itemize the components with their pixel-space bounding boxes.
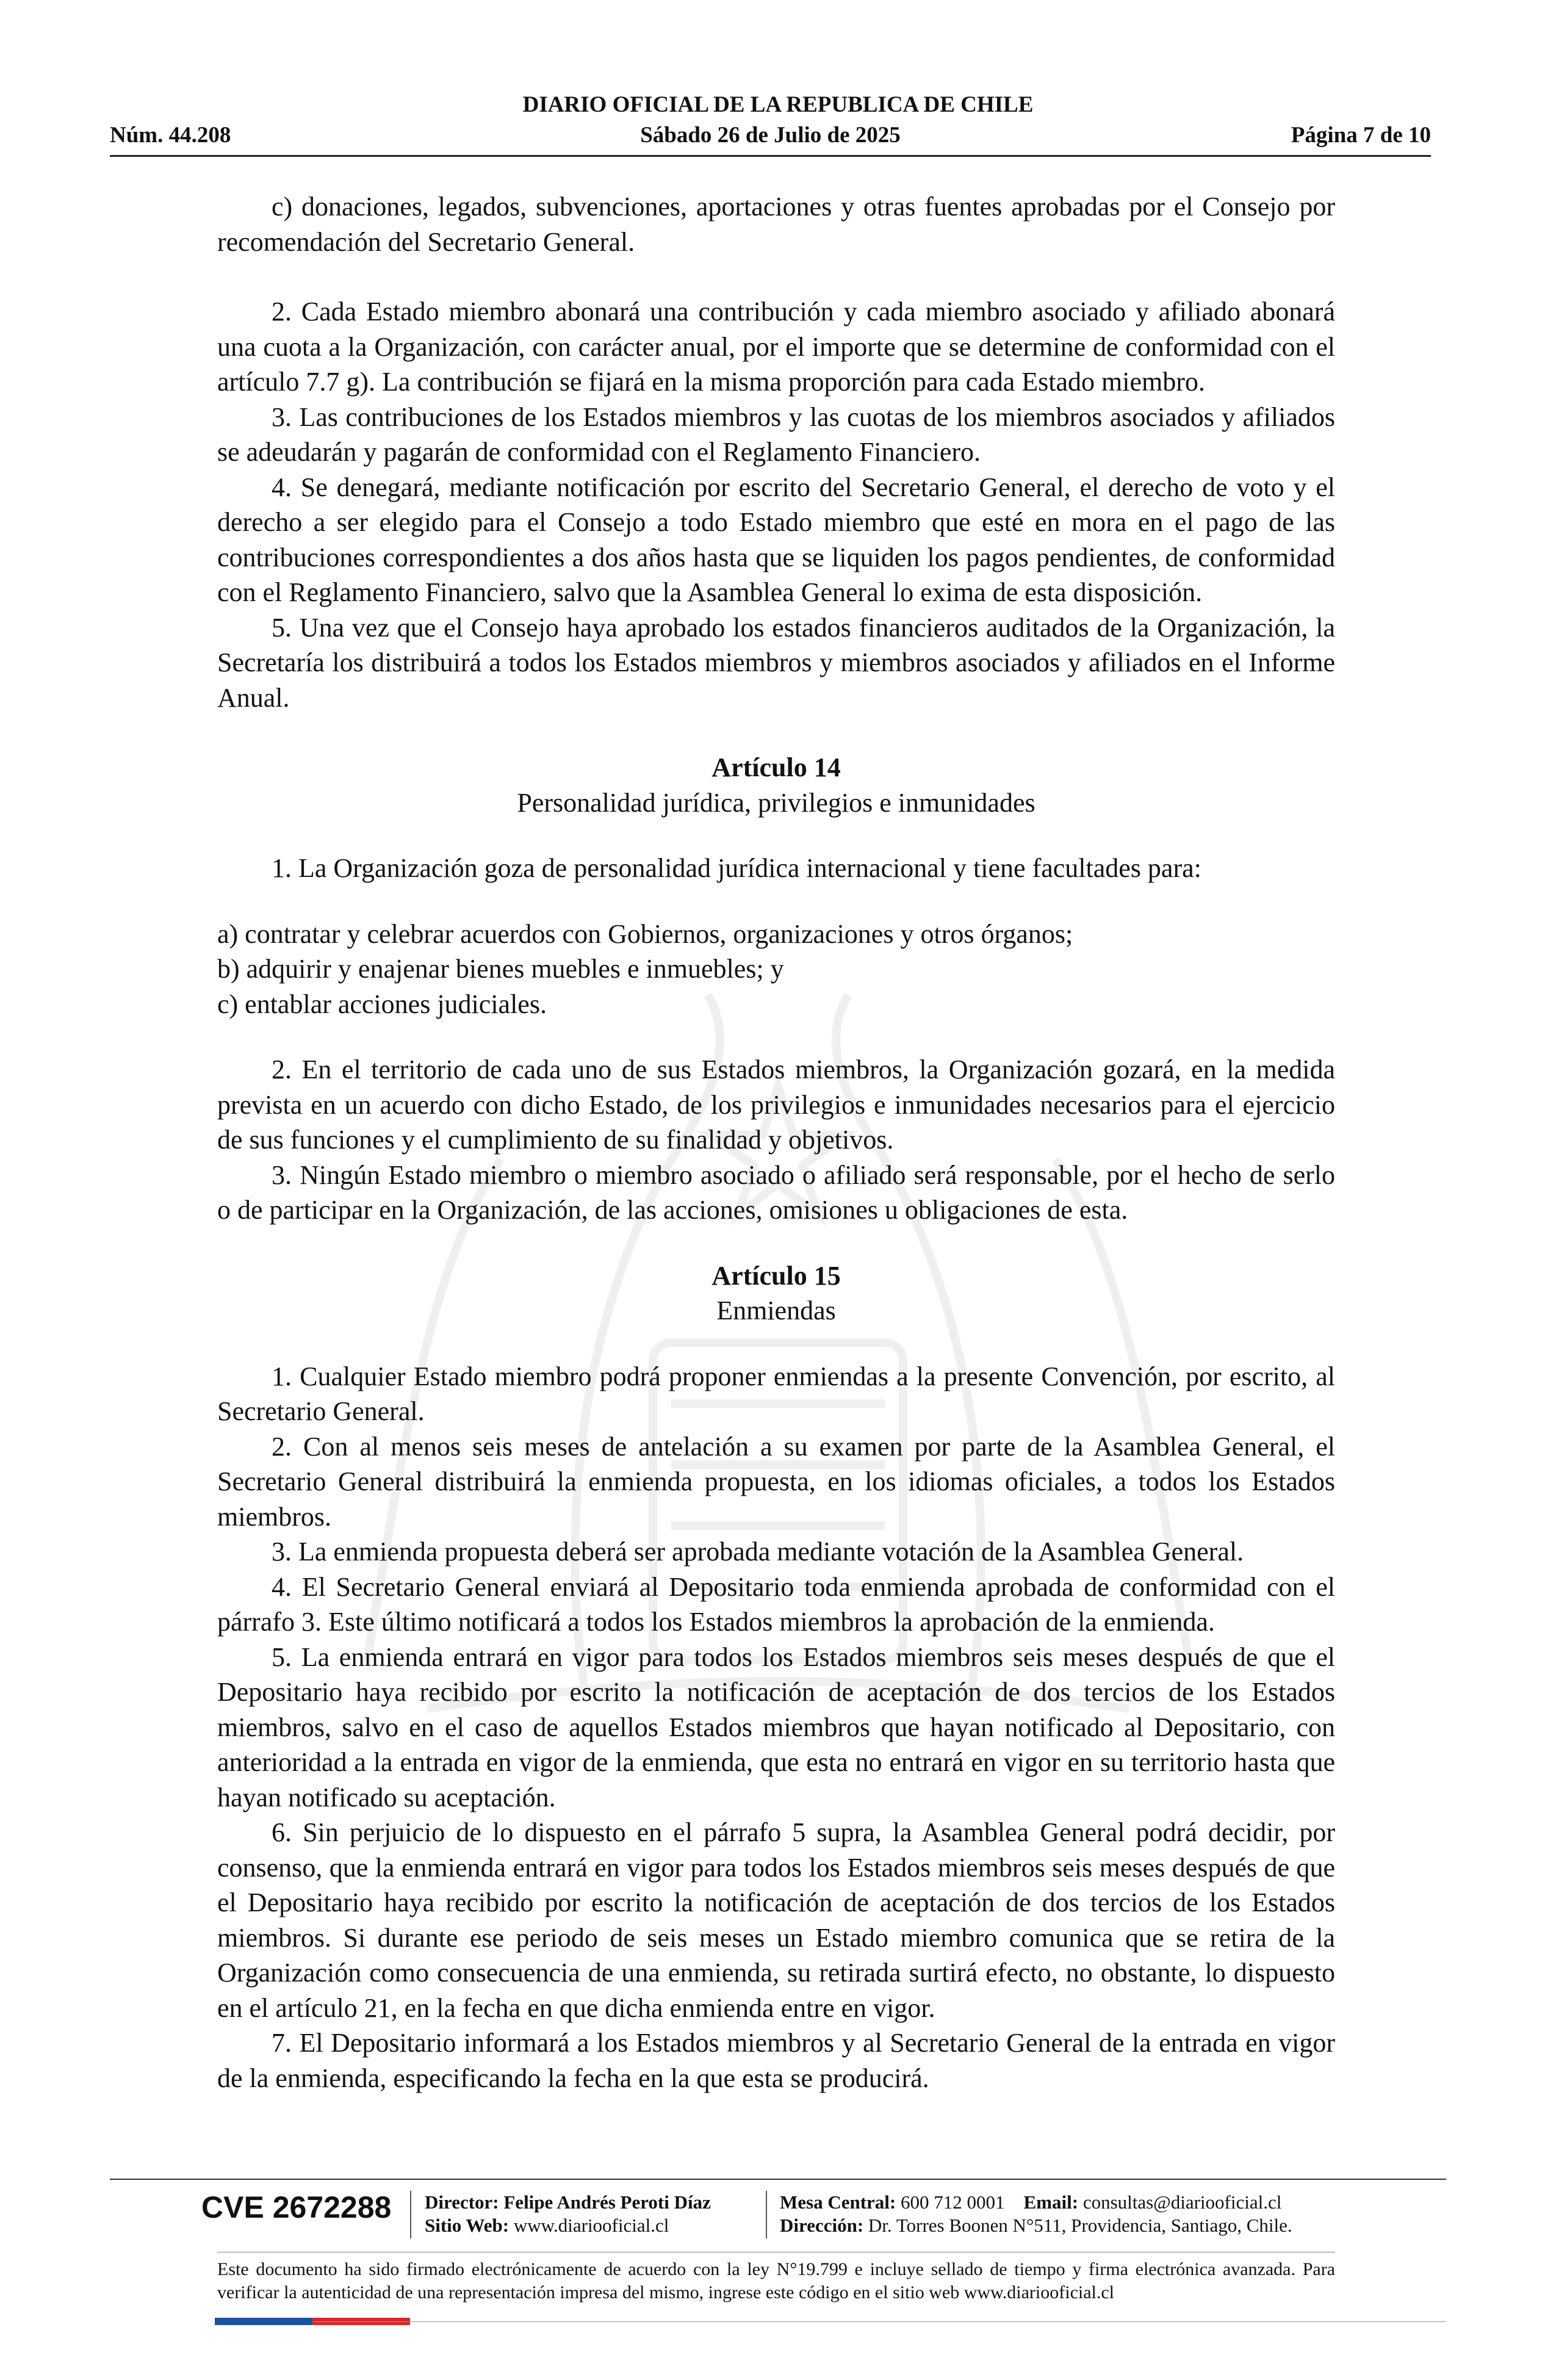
electronic-signature-note: Este documento ha sido firmado electrónicamente de acuerdo con la ley N°19.799 e incluye sellado de tiempo y firma electrónica avanzada. Para verificar la autenticidad de una representación impresa del mismo, ingrese este código en el sitio web www.diariooficial.cl bbox=[217, 2259, 1335, 2302]
article-15-subtitle: Enmiendas bbox=[716, 1296, 836, 1325]
paragraph: 4. Se denegará, mediante notificación por escrito del Secretario General, el derecho de voto y el derecho a ser elegido para el Consejo a todo Estado miembro que esté en mora en el pago de las contribuciones correspondientes a dos años hasta que se liquiden los pagos pendientes, de conformidad con el Reglamento Financiero, salvo que la Asamblea General lo exima de esta disposición. bbox=[217, 472, 1335, 607]
article-14-subtitle: Personalidad jurídica, privilegios e inmunidades bbox=[517, 787, 1036, 818]
email-label: Email: bbox=[1023, 2191, 1079, 2213]
email-link[interactable]: consultas@diariooficial.cl bbox=[1082, 2191, 1282, 2213]
header-row bbox=[110, 122, 1431, 151]
document-body bbox=[217, 189, 1335, 2096]
article-14-title: Artículo 14 bbox=[711, 752, 841, 782]
footer-contact-block bbox=[780, 2191, 1292, 2237]
address-value: Dr. Torres Boonen N°511, Providencia, Santiago, Chile. bbox=[868, 2215, 1292, 2236]
paragraph: c) donaciones, legados, subvenciones, aportaciones y otras fuentes aprobadas por el Consejo por recomendación del Secretario General. bbox=[217, 192, 1335, 257]
footer-divider bbox=[110, 2179, 1446, 2180]
flag-stripe-blue bbox=[215, 2318, 312, 2325]
phone-label: Mesa Central: bbox=[780, 2191, 896, 2213]
header-divider bbox=[110, 155, 1431, 157]
paragraph: 2. Con al menos seis meses de antelación a su examen por parte de la Asamblea General, el Secretario General distribuirá la enmienda propuesta, en los idiomas oficiales, a todos los Estados miembros. bbox=[217, 1431, 1335, 1532]
paragraph: 7. El Depositario informará a los Estados miembros y al Secretario General de la entrada en vigor de la enmienda, especificando la fecha en la que esta se producirá. bbox=[217, 2028, 1335, 2093]
page-number: Página 7 de 10 bbox=[1291, 123, 1431, 148]
paragraph: 5. Una vez que el Consejo haya aprobado los estados financieros auditados de la Organización, la Secretaría los distribuirá a todos los Estados miembros y miembros asociados y afiliados en el Informe Anual. bbox=[217, 612, 1335, 713]
paragraph: 1. La Organización goza de personalidad jurídica internacional y tiene facultades para: bbox=[272, 853, 1201, 883]
paragraph: 5. La enmienda entrará en vigor para todos los Estados miembros seis meses después de que el Depositario haya recibido por escrito la notificación de aceptación de dos tercios de los Estados miembros, salvo en el caso de aquellos Estados miembros que hayan notificado al Depositario, con anterioridad a la entrada en vigor de la enmienda, que esta no entrará en vigor en su territorio hasta que hayan notificado su aceptación. bbox=[217, 1642, 1335, 1812]
footer-bottom-rule bbox=[312, 2321, 1446, 2322]
footer-separator bbox=[410, 2191, 411, 2238]
paragraph: 2. En el territorio de cada uno de sus Estados miembros, la Organización gozará, en la medida prevista en un acuerdo con dicho Estado, de los privilegios e inmunidades necesarios para el ejercicio de sus funciones y el cumplimiento de su finalidad y objetivos. bbox=[217, 1055, 1335, 1155]
paragraph: 2. Cada Estado miembro abonará una contribución y cada miembro asociado y afiliado abonará una cuota a la Organización, con carácter anual, por el importe que se determine de conformidad con el artículo 7.7 g). La contribución se fijará en la misma proporción para cada Estado miembro. bbox=[217, 297, 1335, 397]
paragraph: 3. La enmienda propuesta deberá ser aprobada mediante votación de la Asamblea General. bbox=[272, 1537, 1244, 1567]
phone-value: 600 712 0001 bbox=[901, 2191, 1005, 2213]
newspaper-title: DIARIO OFICIAL DE LA REPUBLICA DE CHILE bbox=[522, 92, 1034, 117]
director-label: Director: bbox=[425, 2191, 499, 2213]
paragraph: 1. Cualquier Estado miembro podrá proponer enmiendas a la presente Convención, por escrito, al Secretario General. bbox=[217, 1361, 1335, 1426]
paragraph: 6. Sin perjuicio de lo dispuesto en el párrafo 5 supra, la Asamblea General podrá decidir, por consenso, que la enmienda entrará en vigor para todos los Estados miembros seis meses después de que el Depositario haya recibido por escrito la notificación de aceptación de dos tercios de los Estados miembros. Si durante ese periodo de seis meses un Estado miembro comunica que se retira de la Organización como consecuencia de una enmienda, su retirada surtirá efecto, no obstante, lo dispuesto en el artículo 21, en la fecha en que dicha enmienda entre en vigor. bbox=[217, 1817, 1335, 2023]
issue-date: Sábado 26 de Julio de 2025 bbox=[640, 123, 901, 148]
site-label: Sitio Web: bbox=[425, 2215, 510, 2236]
list-item: c) entablar acciones judiciales. bbox=[217, 989, 547, 1019]
footer-director-block bbox=[425, 2191, 711, 2237]
article-15-title: Artículo 15 bbox=[711, 1260, 841, 1291]
cve-code: CVE 2672288 bbox=[201, 2190, 392, 2224]
footer-separator bbox=[766, 2191, 767, 2238]
address-label: Dirección: bbox=[780, 2215, 864, 2236]
paragraph: 3. Las contribuciones de los Estados miembros y las cuotas de los miembros asociados y afiliados se adeudarán y pagarán de conformidad con el Reglamento Financiero. bbox=[217, 402, 1335, 467]
director-name: Felipe Andrés Peroti Díaz bbox=[503, 2191, 711, 2213]
paragraph: 3. Ningún Estado miembro o miembro asociado o afiliado será responsable, por el hecho de serlo o de participar en la Organización, de las acciones, omisiones u obligaciones de esta. bbox=[217, 1159, 1335, 1225]
site-link[interactable]: www.diariooficial.cl bbox=[513, 2215, 669, 2236]
issue-number: Núm. 44.208 bbox=[110, 123, 231, 148]
list-item: b) adquirir y enajenar bienes muebles e inmuebles; y bbox=[217, 954, 784, 984]
list-item: a) contratar y celebrar acuerdos con Gobiernos, organizaciones y otros órganos; bbox=[217, 918, 1073, 949]
paragraph: 4. El Secretario General enviará al Depositario toda enmienda aprobada de conformidad con el párrafo 3. Este último notificará a todos los Estados miembros la aprobación de la enmienda. bbox=[217, 1571, 1335, 1637]
